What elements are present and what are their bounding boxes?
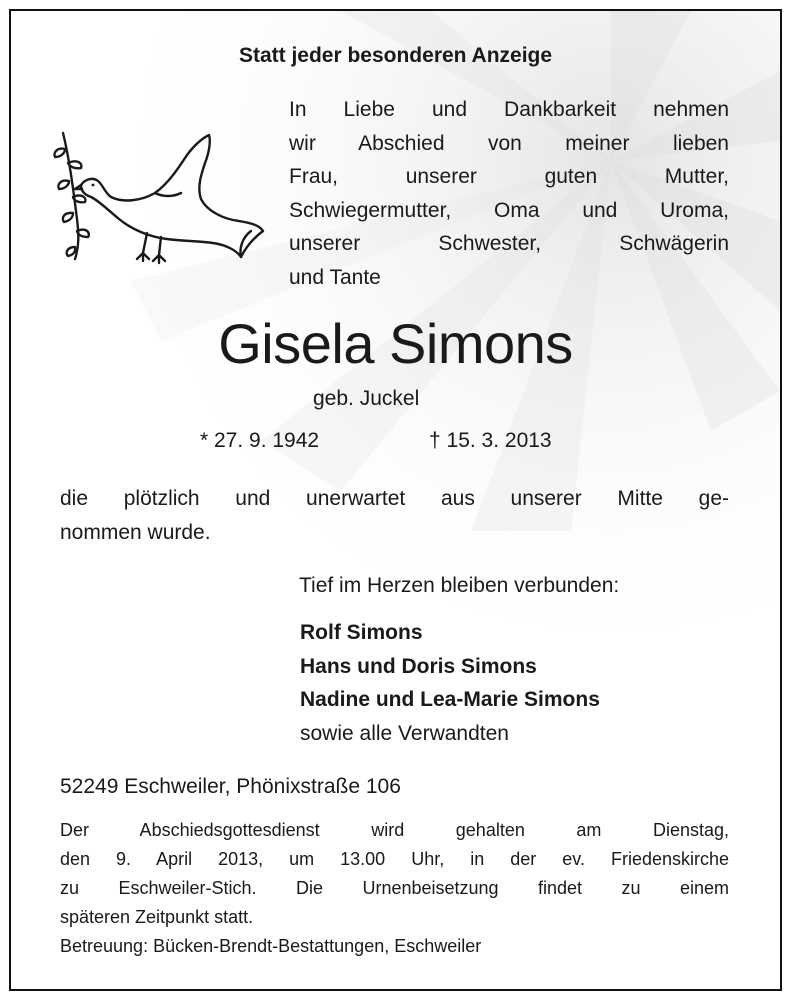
deceased-name: Gisela Simons [218, 312, 573, 375]
notice-heading: Statt jeder besonderen Anzeige [238, 44, 553, 67]
intro-text [289, 93, 729, 295]
service-line: Der Abschiedsgottesdienst wird gehalten am Dienstag, [60, 820, 729, 840]
intro-line: und Tante [289, 265, 381, 289]
passing-line: die plötzlich und unerwartet aus unserer Mitte ge- [60, 487, 729, 510]
passing-text [60, 482, 729, 549]
intro-line: wir Abschied von meiner lieben [289, 131, 729, 155]
intro-line: Frau, unserer guten Mutter, [289, 165, 729, 189]
intro-line: In Liebe und Dankbarkeit nehmen [289, 98, 729, 121]
service-line: späteren Zeitpunkt statt. [60, 907, 254, 927]
maiden-name: geb. Juckel [313, 387, 420, 410]
dove-with-olive-branch-icon [51, 127, 266, 277]
service-line: den 9. April 2013, um 13.00 Uhr, in der ev. Friedenskirche [60, 849, 729, 869]
closing-line: Tief im Herzen bleiben verbunden: [299, 574, 620, 597]
passing-line: nommen wurde. [60, 520, 211, 544]
birth-date: * 27. 9. 1942 [200, 429, 320, 452]
intro-line: unserer Schwester, Schwägerin [289, 232, 729, 256]
service-details [60, 816, 729, 961]
mourner-name: Rolf Simons [300, 621, 423, 644]
intro-line: Schwiegermutter, Oma und Uroma, [289, 198, 729, 222]
mourner-name: Nadine und Lea-Marie Simons [300, 688, 600, 712]
death-date: † 15. 3. 2013 [429, 429, 552, 452]
funeral-director-line: Betreuung: Bücken-Brendt-Bestattungen, Eschweiler [60, 936, 482, 956]
service-line: zu Eschweiler-Stich. Die Urnenbeisetzung findet zu einem [60, 878, 729, 898]
mourners-list [300, 616, 600, 750]
mourner-name: Hans und Doris Simons [300, 654, 537, 678]
address: 52249 Eschweiler, Phönixstraße 106 [60, 775, 401, 798]
relatives-line: sowie alle Verwandten [300, 721, 509, 745]
obituary-notice [9, 9, 782, 991]
